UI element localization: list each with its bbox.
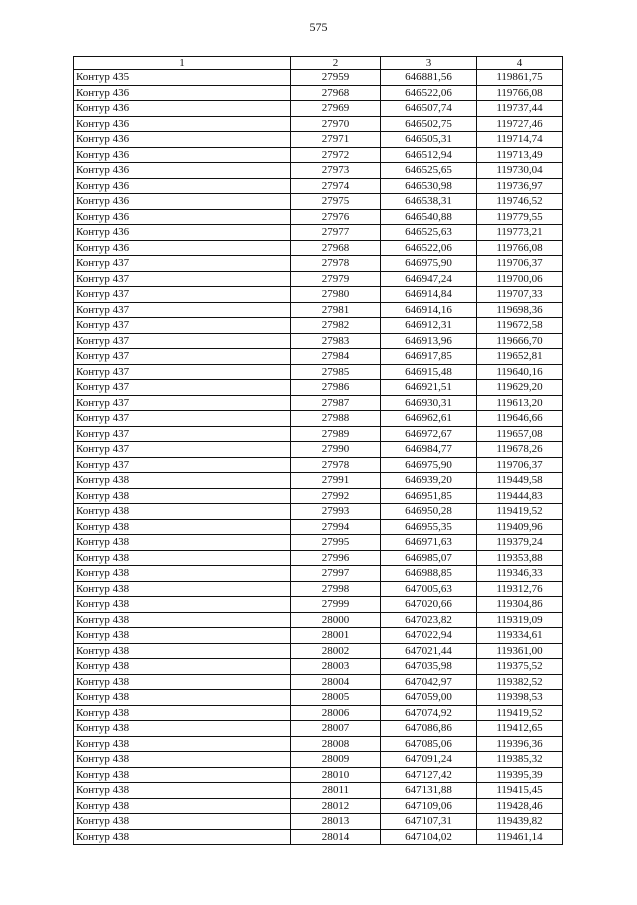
contour-name-cell: Контур 436 [74,116,291,132]
point-number-cell: 28013 [291,814,381,830]
table-row [74,504,563,520]
contour-name-cell: Контур 438 [74,752,291,768]
point-number-cell: 27978 [291,256,381,272]
y-coordinate-cell: 119396,36 [477,736,563,752]
x-coordinate-cell: 646881,56 [381,70,477,86]
contour-name-cell: Контур 436 [74,178,291,194]
x-coordinate-cell: 646984,77 [381,442,477,458]
x-coordinate-cell: 647021,44 [381,643,477,659]
table-row [74,612,563,628]
contour-name-cell: Контур 438 [74,581,291,597]
table-row [74,163,563,179]
x-coordinate-cell: 646512,94 [381,147,477,163]
table-row [74,271,563,287]
x-coordinate-cell: 647085,06 [381,736,477,752]
table-row [74,783,563,799]
contour-name-cell: Контур 438 [74,814,291,830]
x-coordinate-cell: 647086,86 [381,721,477,737]
y-coordinate-cell: 119461,14 [477,829,563,845]
table-row [74,519,563,535]
point-number-cell: 27998 [291,581,381,597]
x-coordinate-cell: 646525,63 [381,225,477,241]
contour-name-cell: Контур 438 [74,829,291,845]
table-row [74,457,563,473]
y-coordinate-cell: 119714,74 [477,132,563,148]
table-row [74,287,563,303]
x-coordinate-cell: 647127,42 [381,767,477,783]
table-row [74,256,563,272]
y-coordinate-cell: 119398,53 [477,690,563,706]
point-number-cell: 27993 [291,504,381,520]
contour-name-cell: Контур 436 [74,163,291,179]
y-coordinate-cell: 119419,52 [477,504,563,520]
contour-name-cell: Контур 438 [74,612,291,628]
y-coordinate-cell: 119737,44 [477,101,563,117]
point-number-cell: 27983 [291,333,381,349]
table-row [74,736,563,752]
point-number-cell: 27988 [291,411,381,427]
contour-name-cell: Контур 436 [74,209,291,225]
contour-name-cell: Контур 438 [74,488,291,504]
x-coordinate-cell: 646915,48 [381,364,477,380]
point-number-cell: 27991 [291,473,381,489]
y-coordinate-cell: 119657,08 [477,426,563,442]
table-row [74,473,563,489]
column-header-3: 3 [381,57,477,70]
contour-name-cell: Контур 436 [74,225,291,241]
table-row [74,550,563,566]
table-row [74,116,563,132]
page-number: 575 [309,20,328,34]
point-number-cell: 28002 [291,643,381,659]
x-coordinate-cell: 646502,75 [381,116,477,132]
table-row [74,721,563,737]
table-row [74,395,563,411]
x-coordinate-cell: 646507,74 [381,101,477,117]
table-row [74,488,563,504]
y-coordinate-cell: 119700,06 [477,271,563,287]
y-coordinate-cell: 119629,20 [477,380,563,396]
y-coordinate-cell: 119346,33 [477,566,563,582]
x-coordinate-cell: 647131,88 [381,783,477,799]
contour-name-cell: Контур 438 [74,643,291,659]
y-coordinate-cell: 119706,37 [477,457,563,473]
point-number-cell: 27975 [291,194,381,210]
table-row [74,798,563,814]
point-number-cell: 28009 [291,752,381,768]
y-coordinate-cell: 119382,52 [477,674,563,690]
table-row [74,643,563,659]
point-number-cell: 27969 [291,101,381,117]
table-row [74,659,563,675]
y-coordinate-cell: 119439,82 [477,814,563,830]
contour-name-cell: Контур 438 [74,721,291,737]
contour-name-cell: Контур 435 [74,70,291,86]
y-coordinate-cell: 119646,66 [477,411,563,427]
point-number-cell: 27995 [291,535,381,551]
point-number-cell: 28004 [291,674,381,690]
contour-name-cell: Контур 437 [74,318,291,334]
column-header-1: 1 [74,57,291,70]
x-coordinate-cell: 647020,66 [381,597,477,613]
x-coordinate-cell: 646985,07 [381,550,477,566]
y-coordinate-cell: 119353,88 [477,550,563,566]
table-row [74,302,563,318]
y-coordinate-cell: 119375,52 [477,659,563,675]
table-row [74,147,563,163]
table-row [74,814,563,830]
point-number-cell: 27977 [291,225,381,241]
point-number-cell: 27994 [291,519,381,535]
x-coordinate-cell: 646939,20 [381,473,477,489]
x-coordinate-cell: 647042,97 [381,674,477,690]
y-coordinate-cell: 119861,75 [477,70,563,86]
y-coordinate-cell: 119419,52 [477,705,563,721]
table-row [74,426,563,442]
point-number-cell: 27989 [291,426,381,442]
y-coordinate-cell: 119361,00 [477,643,563,659]
column-header-2: 2 [291,57,381,70]
x-coordinate-cell: 646914,84 [381,287,477,303]
table-row [74,535,563,551]
contour-name-cell: Контур 436 [74,147,291,163]
y-coordinate-cell: 119706,37 [477,256,563,272]
y-coordinate-cell: 119444,83 [477,488,563,504]
point-number-cell: 27976 [291,209,381,225]
y-coordinate-cell: 119713,49 [477,147,563,163]
table-row [74,349,563,365]
point-number-cell: 28000 [291,612,381,628]
point-number-cell: 27970 [291,116,381,132]
x-coordinate-cell: 646921,51 [381,380,477,396]
table-row [74,411,563,427]
y-coordinate-cell: 119678,26 [477,442,563,458]
contour-name-cell: Контур 438 [74,767,291,783]
y-coordinate-cell: 119449,58 [477,473,563,489]
table-row [74,132,563,148]
x-coordinate-cell: 647107,31 [381,814,477,830]
x-coordinate-cell: 646971,63 [381,535,477,551]
x-coordinate-cell: 647109,06 [381,798,477,814]
y-coordinate-cell: 119613,20 [477,395,563,411]
point-number-cell: 28011 [291,783,381,799]
x-coordinate-cell: 646540,88 [381,209,477,225]
x-coordinate-cell: 646914,16 [381,302,477,318]
point-number-cell: 28001 [291,628,381,644]
y-coordinate-cell: 119312,76 [477,581,563,597]
y-coordinate-cell: 119707,33 [477,287,563,303]
x-coordinate-cell: 646522,06 [381,240,477,256]
table-row [74,705,563,721]
point-number-cell: 27971 [291,132,381,148]
point-number-cell: 28006 [291,705,381,721]
x-coordinate-cell: 646912,31 [381,318,477,334]
coordinates-table [73,56,563,845]
contour-name-cell: Контур 438 [74,550,291,566]
y-coordinate-cell: 119773,21 [477,225,563,241]
contour-name-cell: Контур 436 [74,85,291,101]
x-coordinate-cell: 646505,31 [381,132,477,148]
point-number-cell: 27980 [291,287,381,303]
point-number-cell: 27974 [291,178,381,194]
contour-name-cell: Контур 438 [74,705,291,721]
table-row [74,364,563,380]
x-coordinate-cell: 647022,94 [381,628,477,644]
table-row [74,178,563,194]
x-coordinate-cell: 647005,63 [381,581,477,597]
contour-name-cell: Контур 438 [74,566,291,582]
point-number-cell: 28008 [291,736,381,752]
table-row [74,597,563,613]
contour-name-cell: Контур 436 [74,101,291,117]
point-number-cell: 27981 [291,302,381,318]
contour-name-cell: Контур 438 [74,519,291,535]
contour-name-cell: Контур 437 [74,302,291,318]
point-number-cell: 27959 [291,70,381,86]
table-row [74,674,563,690]
y-coordinate-cell: 119652,81 [477,349,563,365]
y-coordinate-cell: 119379,24 [477,535,563,551]
y-coordinate-cell: 119766,08 [477,85,563,101]
point-number-cell: 27982 [291,318,381,334]
point-number-cell: 27992 [291,488,381,504]
point-number-cell: 27984 [291,349,381,365]
y-coordinate-cell: 119334,61 [477,628,563,644]
y-coordinate-cell: 119730,04 [477,163,563,179]
x-coordinate-cell: 646975,90 [381,256,477,272]
x-coordinate-cell: 646950,28 [381,504,477,520]
table-row [74,85,563,101]
x-coordinate-cell: 646988,85 [381,566,477,582]
x-coordinate-cell: 646955,35 [381,519,477,535]
x-coordinate-cell: 647104,02 [381,829,477,845]
contour-name-cell: Контур 438 [74,783,291,799]
x-coordinate-cell: 647091,24 [381,752,477,768]
contour-name-cell: Контур 438 [74,659,291,675]
y-coordinate-cell: 119415,45 [477,783,563,799]
contour-name-cell: Контур 438 [74,798,291,814]
y-coordinate-cell: 119409,96 [477,519,563,535]
table-row [74,829,563,845]
x-coordinate-cell: 646538,31 [381,194,477,210]
contour-name-cell: Контур 437 [74,380,291,396]
contour-name-cell: Контур 437 [74,349,291,365]
contour-name-cell: Контур 438 [74,628,291,644]
contour-name-cell: Контур 437 [74,411,291,427]
point-number-cell: 27996 [291,550,381,566]
contour-name-cell: Контур 437 [74,395,291,411]
point-number-cell: 28005 [291,690,381,706]
table-row [74,442,563,458]
y-coordinate-cell: 119395,39 [477,767,563,783]
contour-name-cell: Контур 438 [74,674,291,690]
y-coordinate-cell: 119385,32 [477,752,563,768]
table-row [74,380,563,396]
contour-name-cell: Контур 436 [74,194,291,210]
x-coordinate-cell: 646975,90 [381,457,477,473]
point-number-cell: 27972 [291,147,381,163]
contour-name-cell: Контур 437 [74,364,291,380]
y-coordinate-cell: 119412,65 [477,721,563,737]
table-row [74,566,563,582]
y-coordinate-cell: 119672,58 [477,318,563,334]
contour-name-cell: Контур 437 [74,442,291,458]
table-row [74,101,563,117]
contour-name-cell: Контур 438 [74,535,291,551]
contour-name-cell: Контур 436 [74,132,291,148]
column-header-4: 4 [477,57,563,70]
x-coordinate-cell: 646522,06 [381,85,477,101]
x-coordinate-cell: 647035,98 [381,659,477,675]
table-row [74,70,563,86]
y-coordinate-cell: 119779,55 [477,209,563,225]
contour-name-cell: Контур 437 [74,426,291,442]
table-row [74,194,563,210]
table-row [74,628,563,644]
point-number-cell: 27986 [291,380,381,396]
y-coordinate-cell: 119698,36 [477,302,563,318]
contour-name-cell: Контур 438 [74,473,291,489]
header-row [74,57,563,70]
x-coordinate-cell: 646525,65 [381,163,477,179]
table-row [74,240,563,256]
x-coordinate-cell: 646530,98 [381,178,477,194]
y-coordinate-cell: 119319,09 [477,612,563,628]
table-row [74,767,563,783]
point-number-cell: 27999 [291,597,381,613]
point-number-cell: 27973 [291,163,381,179]
y-coordinate-cell: 119727,46 [477,116,563,132]
table-body [74,70,563,845]
y-coordinate-cell: 119304,86 [477,597,563,613]
y-coordinate-cell: 119428,46 [477,798,563,814]
point-number-cell: 27997 [291,566,381,582]
contour-name-cell: Контур 436 [74,240,291,256]
contour-name-cell: Контур 437 [74,271,291,287]
x-coordinate-cell: 646917,85 [381,349,477,365]
x-coordinate-cell: 646947,24 [381,271,477,287]
y-coordinate-cell: 119746,52 [477,194,563,210]
contour-name-cell: Контур 437 [74,333,291,349]
y-coordinate-cell: 119640,16 [477,364,563,380]
point-number-cell: 28007 [291,721,381,737]
contour-name-cell: Контур 437 [74,457,291,473]
contour-name-cell: Контур 438 [74,736,291,752]
x-coordinate-cell: 647074,92 [381,705,477,721]
table-row [74,581,563,597]
point-number-cell: 27978 [291,457,381,473]
table-row [74,209,563,225]
x-coordinate-cell: 647059,00 [381,690,477,706]
table-row [74,752,563,768]
x-coordinate-cell: 647023,82 [381,612,477,628]
point-number-cell: 27990 [291,442,381,458]
contour-name-cell: Контур 437 [74,287,291,303]
point-number-cell: 27979 [291,271,381,287]
point-number-cell: 28003 [291,659,381,675]
x-coordinate-cell: 646962,61 [381,411,477,427]
point-number-cell: 28010 [291,767,381,783]
table-row [74,318,563,334]
table-row [74,690,563,706]
contour-name-cell: Контур 437 [74,256,291,272]
contour-name-cell: Контур 438 [74,690,291,706]
contour-name-cell: Контур 438 [74,597,291,613]
x-coordinate-cell: 646972,67 [381,426,477,442]
y-coordinate-cell: 119766,08 [477,240,563,256]
contour-name-cell: Контур 438 [74,504,291,520]
x-coordinate-cell: 646951,85 [381,488,477,504]
y-coordinate-cell: 119666,70 [477,333,563,349]
x-coordinate-cell: 646913,96 [381,333,477,349]
point-number-cell: 28012 [291,798,381,814]
point-number-cell: 27968 [291,85,381,101]
table-row [74,225,563,241]
point-number-cell: 27985 [291,364,381,380]
point-number-cell: 27987 [291,395,381,411]
x-coordinate-cell: 646930,31 [381,395,477,411]
table-row [74,333,563,349]
y-coordinate-cell: 119736,97 [477,178,563,194]
point-number-cell: 28014 [291,829,381,845]
point-number-cell: 27968 [291,240,381,256]
